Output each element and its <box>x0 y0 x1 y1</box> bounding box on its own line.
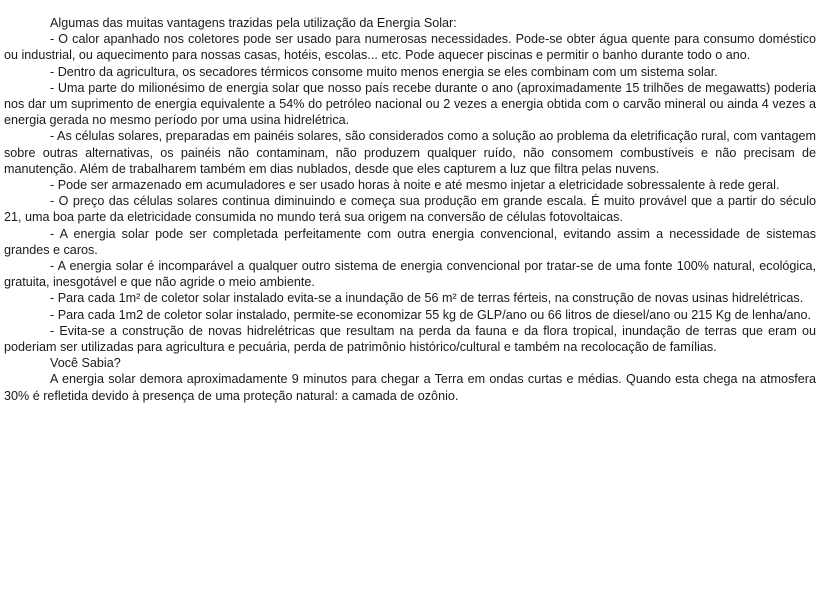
document-body <box>4 15 816 404</box>
paragraph-sunlight-travel: A energia solar demora aproximadamente 9 minutos para chegar a Terra em ondas curtas e médias. Quando esta chega na atmosfera 30% é refletida devido à presença de uma proteção natural: a camada de ozônio. <box>4 372 816 403</box>
did-you-know-heading: Você Sabia? <box>50 356 121 371</box>
paragraph-storage: - Pode ser armazenado em acumuladores e ser usado horas à noite e até mesmo injetar a eletricidade sobressalente à rede geral. <box>50 178 780 193</box>
intro-paragraph: Algumas das muitas vantagens trazidas pela utilização da Energia Solar: <box>50 16 457 30</box>
paragraph-flooding: - Para cada 1m² de coletor solar instalado evita-se a inundação de 56 m² de terras férteis, na construção de novas usinas hidrelétricas. <box>50 291 804 306</box>
paragraph-national-energy: - Uma parte do milionésimo de energia solar que nosso país recebe durante o ano (aproximadamente 15 trilhões de megawatts) poderia nos dar um suprimento de energia equivalente a 54% do petróleo nacional ou 2 vezes a energia obtida com o carvão mineral ou ainda 4 vezes a energia gerada no mesmo período por uma usina hidrelétrica. <box>4 80 816 128</box>
paragraph-incomparable: - A energia solar é incomparável a qualquer outro sistema de energia convencional por tratar-se de uma fonte 100% natural, ecológica, gratuita, inesgotável e que não agride o meio ambiente. <box>4 259 816 290</box>
paragraph-heat-collectors: - O calor apanhado nos coletores pode ser usado para numerosas necessidades. Pode-se obter água quente para consumo doméstico ou industrial, ou aquecimento para nossas casas, hotéis, escolas... etc. Pode aquecer piscinas e permitir o banho durante todo o ano. <box>4 32 816 63</box>
paragraph-hydroelectric: - Evita-se a construção de novas hidrelétricas que resultam na perda da fauna e da flora tropical, inundação de terras que eram ou poderiam ser utilizadas para agricultura e pecuária, perda de patrimônio histórico/cultural e também na recolocação de famílias. <box>4 323 816 355</box>
paragraph-solar-cells: - As células solares, preparadas em painéis solares, são considerados como a solução ao problema da eletrificação rural, com vantagem sobre outras alternativas, os painéis não contaminam, não produzem qualquer ruído, não consomem combustíveis e não precisam de manutenção. Além de trabalharem também em dias nublados, desde que eles capturem a luz que filtra pelas nuvens. <box>4 129 816 176</box>
paragraph-agriculture: - Dentro da agricultura, os secadores térmicos consome muito menos energia se eles combinam com um sistema solar. <box>50 64 718 79</box>
paragraph-complement: - A energia solar pode ser completada perfeitamente com outra energia convencional, evitando assim a necessidade de sistemas grandes e caros. <box>4 226 816 257</box>
paragraph-cell-price: - O preço das células solares continua diminuindo e começa sua produção em grande escala. É muito provável que a partir do século 21, uma boa parte da eletricidade consumida no mundo terá sua origem na conversão de células fotovoltaicas. <box>4 194 816 225</box>
paragraph-savings: - Para cada 1m2 de coletor solar instalado, permite-se economizar 55 kg de GLP/ano ou 66 litros de diesel/ano ou 215 Kg de lenha/ano. <box>50 307 811 322</box>
